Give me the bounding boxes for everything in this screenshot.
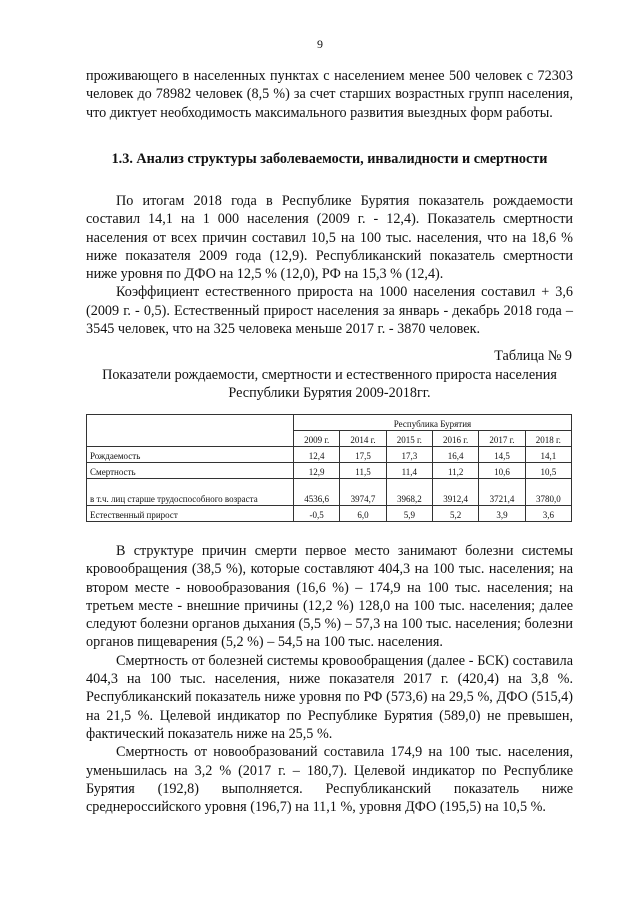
row-label: в т.ч. лиц старше трудоспособного возраста — [87, 479, 294, 506]
table-cell: 11,2 — [432, 463, 478, 479]
table-cell: 3,9 — [479, 506, 525, 522]
table-title: Показатели рождаемости, смертности и естественного прироста населения Республики Бурятия 2009-2018гг. — [102, 367, 557, 402]
table-cell: 3721,4 — [479, 479, 525, 506]
table-cell: 3974,7 — [340, 479, 386, 506]
row-label: Рождаемость — [87, 447, 294, 463]
year-header: 2018 г. — [525, 431, 571, 447]
page-number: 9 — [317, 37, 323, 51]
table-cell: 14,5 — [479, 447, 525, 463]
row-label: Естественный прирост — [87, 506, 294, 522]
row-label: Смертность — [87, 463, 294, 479]
paragraph-birth-death: По итогам 2018 года в Республике Бурятия показатель рождаемости составил 14,1 на 1 000 населения (2009 г. - 12,4). Показатель смертности населения от всех причин составил 10,5 на 100 тыс. населения, что на 18,6 % ниже показателя 2009 года (12,9). Республиканский показатель смертности ниже уровня по ДФО на 12,5 % (12,0), РФ на 15,3 % (12,4). — [86, 193, 573, 283]
section-heading: 1.3. Анализ структуры заболеваемости, инвалидности и смертности — [111, 151, 548, 167]
table-group-header-row — [87, 415, 572, 431]
table-cell: 17,5 — [340, 447, 386, 463]
table-number: Таблица № 9 — [494, 348, 572, 364]
table-cell: 12,9 — [294, 463, 340, 479]
table-row — [87, 506, 572, 522]
intro-text — [86, 67, 573, 122]
table-cell: 5,2 — [432, 506, 478, 522]
table-cell: 3,6 — [525, 506, 571, 522]
paragraph-natural-growth: Коэффициент естественного прироста на 1000 населения составил + 3,6 (2009 г. - 0,5). Естественный прирост населения за январь - декабрь 2018 года – 3545 человек, что на 325 человека меньше 2017 г. - 3870 человек. — [86, 284, 573, 338]
year-header: 2009 г. — [294, 431, 340, 447]
table-cell: 11,5 — [340, 463, 386, 479]
paragraph-neoplasms: Смертность от новообразований составила 174,9 на 100 тыс. населения, уменьшилась на 3,2 % (2017 г. – 180,7). Целевой индикатор по Республике Бурятия (192,8) выполняется. Республиканский показатель ниже среднероссийского уровня (196,7) на 11,1 %, уровня ДФО (195,5) на 10,5 %. — [86, 744, 573, 816]
table-cell: 4536,6 — [294, 479, 340, 506]
year-header: 2016 г. — [432, 431, 478, 447]
text-block-bottom — [86, 542, 573, 816]
year-header: 2014 г. — [340, 431, 386, 447]
indicators-table — [86, 414, 572, 522]
table-cell: 14,1 — [525, 447, 571, 463]
year-header: 2017 г. — [479, 431, 525, 447]
table-row — [87, 479, 572, 506]
table-cell: 16,4 — [432, 447, 478, 463]
table-cell: 5,9 — [386, 506, 432, 522]
table-cell: 17,3 — [386, 447, 432, 463]
text-block-top — [86, 192, 573, 338]
intro-paragraph: проживающего в населенных пунктах с населением менее 500 человек с 72303 человек до 78982 человек (8,5 %) за счет старших возрастных групп населения, что диктует необходимость максимального развития выездных форм работы. — [86, 68, 573, 121]
paragraph-cardiovascular: Смертность от болезней системы кровообращения (далее - БСК) составила 404,3 на 100 тыс. населения, ниже показателя 2017 г. (420,4) на 3,8 %. Республиканский показатель ниже уровня по РФ (573,6) на 29,5 %, ДФО (515,4) на 21,5 %. Целевой индикатор по Республике Бурятия (589,0) не превышен, фактический показатель ниже на 25,5 %. — [86, 652, 573, 742]
table-group-header: Республика Бурятия — [294, 415, 572, 431]
year-header: 2015 г. — [386, 431, 432, 447]
paragraph-death-causes: В структуре причин смерти первое место занимают болезни системы кровообращения (38,5 %), которые составляют 404,3 на 100 тыс. населения; на втором месте - новообразования (16,6 %) – 174,9 на 100 тыс. населения; на третьем месте - внешние причины (12,2 %) 128,0 на 100 тыс. населения; далее следуют болезни органов дыхания (5,5 %) – 57,3 на 100 тыс. населения; болезни органов пищеварения (5,2 %) – 54,5 на 100 тыс. населения. — [86, 543, 573, 651]
table-cell: 6,0 — [340, 506, 386, 522]
table-corner-cell — [87, 415, 294, 447]
table-cell: 3912,4 — [432, 479, 478, 506]
table-cell: 10,5 — [525, 463, 571, 479]
table-row — [87, 447, 572, 463]
table-cell: 3968,2 — [386, 479, 432, 506]
table-cell: 10,6 — [479, 463, 525, 479]
table-row — [87, 463, 572, 479]
table-cell: 12,4 — [294, 447, 340, 463]
table-cell: 3780,0 — [525, 479, 571, 506]
table-cell: -0,5 — [294, 506, 340, 522]
table-cell: 11,4 — [386, 463, 432, 479]
